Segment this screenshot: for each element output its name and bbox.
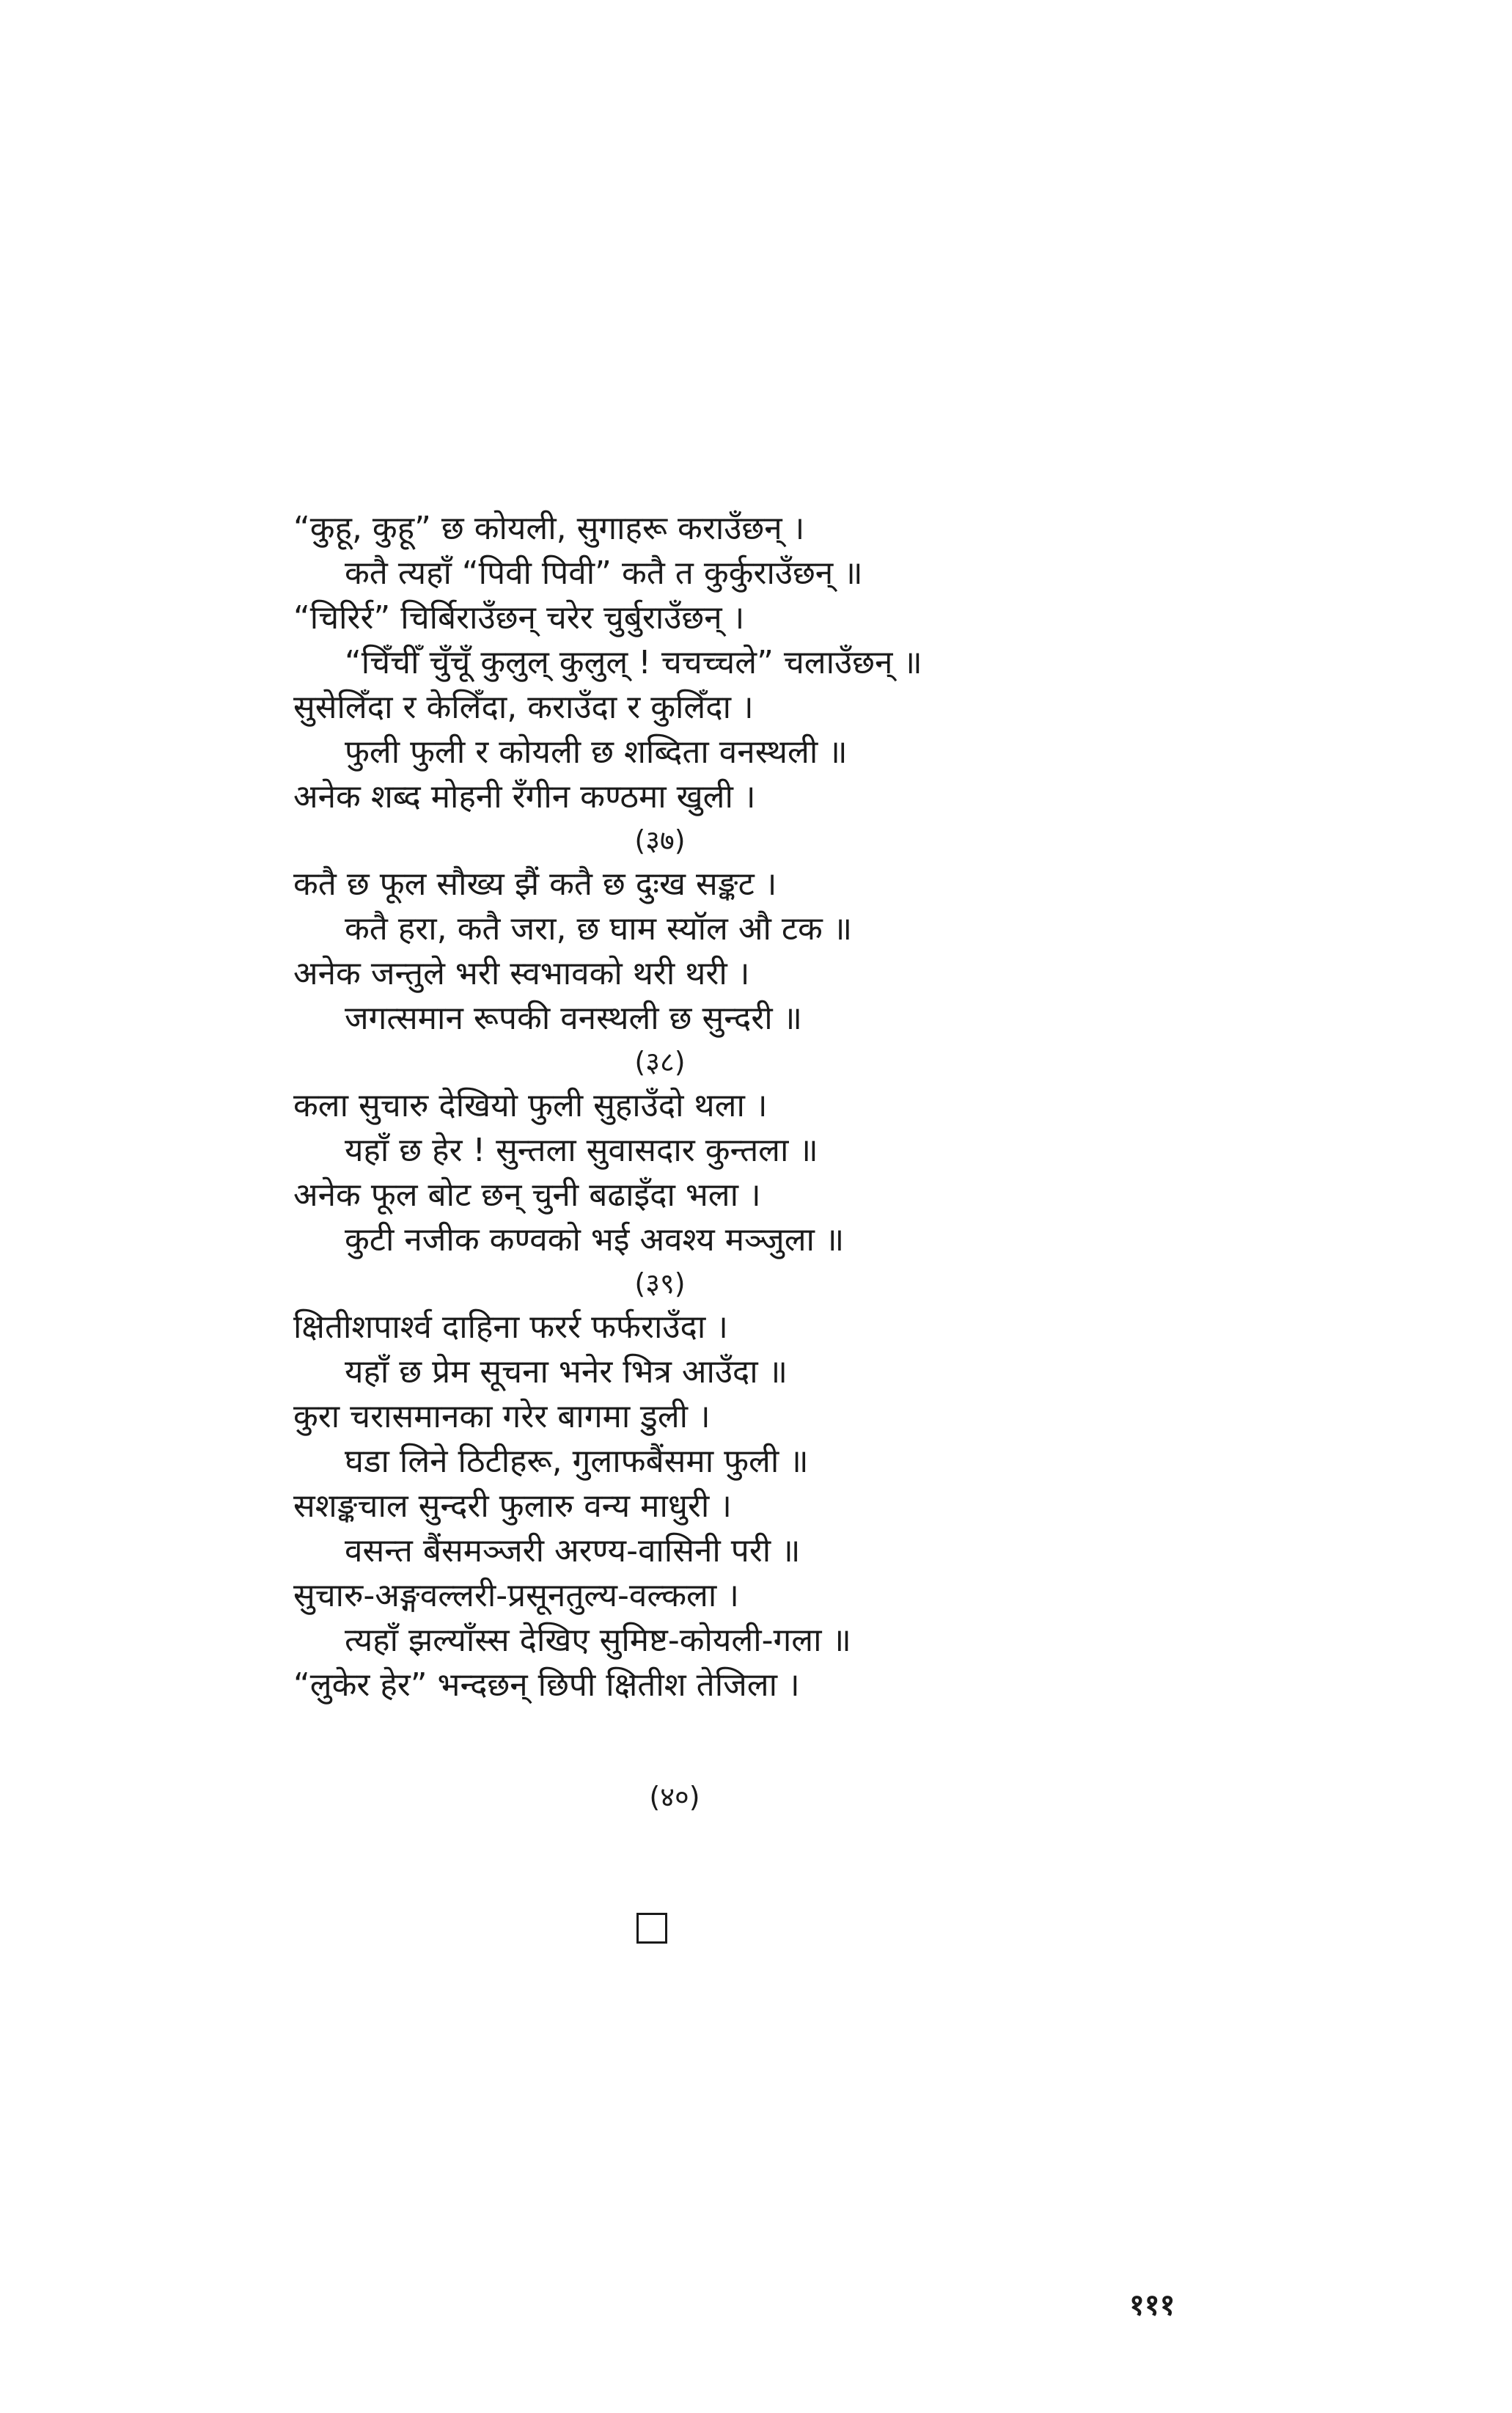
poem-line: सशङ्कचाल सुन्दरी फुलारु वन्य माधुरी । xyxy=(293,1487,732,1525)
poem-line: कतै त्यहाँ “पिवी पिवी” कतै त कुर्कुराउँछन् ॥ xyxy=(345,554,863,592)
poem-line: कतै हरा, कतै जरा, छ घाम स्यॉल औ टक ॥ xyxy=(345,910,853,948)
end-of-section-box-icon xyxy=(636,1913,667,1944)
poem-line: यहाँ छ हेर ! सुन्तला सुवासदार कुन्तला ॥ xyxy=(345,1132,818,1169)
poem-line: “चिँचीँ चुँचूँ कुलुल् कुलुल् ! चचच्चले” चलाउँछन् ॥ xyxy=(345,644,922,681)
poem-line: सुसेलिँदा र केलिँदा, कराउँदा र कुलिँदा । xyxy=(293,689,754,726)
poem-line: अनेक शब्द मोहनी रँगीन कण्ठमा खुली । xyxy=(293,778,756,816)
stanza-number: (३७) xyxy=(634,824,686,857)
poem-line: सुचारु-अङ्गवल्लरी-प्रसूनतुल्य-वल्कला । xyxy=(293,1577,739,1614)
poem-line: त्यहाँ झल्याँस्स देखिए सुमिष्ट-कोयली-गला ॥ xyxy=(345,1622,851,1659)
poem-line: जगत्समान रूपकी वनस्थली छ सुन्दरी ॥ xyxy=(345,1000,802,1037)
poem-text xyxy=(293,506,1041,1707)
poem-line: क्षितीशपार्श्व दाहिना फरर्र फर्फराउँदा । xyxy=(293,1308,728,1346)
stanza-number: (३८) xyxy=(634,1046,686,1078)
poem-line: कतै छ फूल सौख्य झैं कतै छ दुःख सङ्कट । xyxy=(293,865,777,903)
poem-line: “लुकेर हेर” भन्दछन् छिपी क्षितीश तेजिला । xyxy=(293,1666,800,1704)
poem-line: अनेक जन्तुले भरी स्वभावको थरी थरी । xyxy=(293,955,750,992)
poem-line: घडा लिने ठिटीहरू, गुलाफबैंसमा फुली ॥ xyxy=(345,1443,809,1480)
poem-line: फुली फुली र कोयली छ शब्दिता वनस्थली ॥ xyxy=(345,733,848,771)
poem-line: वसन्त बैंसमञ्जरी अरण्य-वासिनी परी ॥ xyxy=(345,1532,801,1570)
poem-line: यहाँ छ प्रेम सूचना भनेर भित्र आउँदा ॥ xyxy=(345,1353,788,1391)
poem-line: “चिरिर्र” चिर्बिराउँछन् चरेर चुर्बुराउँछन् । xyxy=(293,599,745,637)
stanza-number-final: (४०) xyxy=(649,1781,700,1813)
stanza-number: (३९) xyxy=(634,1267,686,1300)
poem-line: कुटी नजीक कण्वको भई अवश्य मञ्जुला ॥ xyxy=(345,1221,845,1259)
poem-line: कुरा चरासमानका गरेर बागमा डुली । xyxy=(293,1398,711,1435)
poem-line: कला सुचारु देखियो फुली सुहाउँदो थला । xyxy=(293,1087,768,1124)
poem-line: अनेक फूल बोट छन् चुनी बढाइँदा भला । xyxy=(293,1176,761,1214)
page-number: १११ xyxy=(1129,2288,1175,2322)
poem-line: “कुहू, कुहू” छ कोयली, सुगाहरू कराउँछन् । xyxy=(293,510,805,547)
